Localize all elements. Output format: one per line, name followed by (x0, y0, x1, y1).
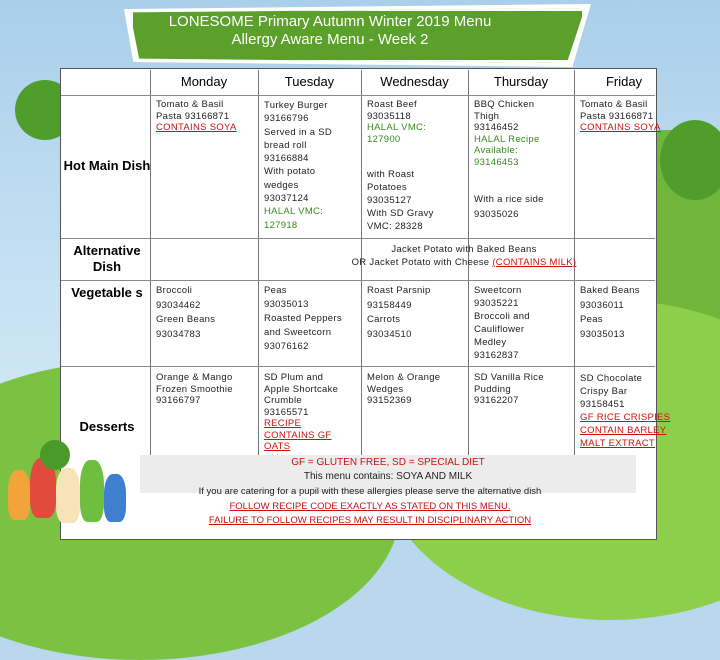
dish-text: Potatoes (367, 182, 407, 193)
column-divider (574, 70, 575, 475)
row-label-desserts: Desserts (79, 419, 135, 434)
allergy-warning: CONTAINS SOYA (580, 122, 661, 133)
dish-text: Crumble (264, 395, 302, 406)
allergy-warning: CONTAIN BARLEY (580, 425, 667, 436)
vegetables-wednesday (367, 284, 431, 342)
day-header-friday: Friday (605, 74, 643, 89)
dish-text: Melon & Orange (367, 372, 441, 383)
hot-main-monday (156, 99, 237, 134)
day-header-thursday: Thursday (493, 74, 549, 89)
dish-text: Pasta 93166871 (580, 110, 654, 122)
dish-text: With a rice side (474, 194, 544, 205)
hot-main-friday (580, 99, 661, 134)
dish-text: Crispy Bar (580, 386, 628, 397)
dish-text: 93165571 (264, 406, 309, 418)
dish-text: 93036011 (580, 299, 624, 311)
dish-text: 93152369 (367, 395, 412, 406)
halal-note: 127900 (367, 133, 401, 145)
dish-text: Roast Beef (367, 99, 417, 110)
dish-text: 93034783 (156, 328, 201, 340)
dish-text: Baked Beans (580, 285, 640, 296)
dish-text: Thigh (474, 110, 500, 122)
row-label-vegetables: Vegetable s (71, 285, 143, 300)
dish-text: 93158451 (580, 399, 625, 410)
dish-text: 93162207 (474, 395, 519, 406)
day-header-monday: Monday (180, 74, 228, 89)
dish-text: Frozen Smoothie (156, 383, 233, 395)
dish-text: 93162837 (474, 350, 519, 361)
halal-note: HALAL VMC: (367, 122, 427, 133)
vegetables-friday (580, 284, 640, 342)
dish-text: Pudding (474, 383, 511, 395)
dish-text: Tomato & Basil (156, 99, 224, 110)
halal-note: 93146453 (474, 156, 519, 168)
dish-text: BBQ Chicken (474, 99, 535, 110)
allergy-warning: OATS (264, 441, 291, 452)
row-label-hot-main: Hot Main Dish (63, 158, 151, 173)
halal-note: HALAL Recipe (474, 133, 540, 145)
vegetables-tuesday (264, 284, 342, 354)
vegetables-thursday (474, 284, 530, 362)
legend-text: GF = GLUTEN FREE, SD = SPECIAL DIET (291, 457, 485, 468)
dish-text: OR Jacket Potato with Cheese (351, 257, 490, 268)
dish-text: Pasta 93166871 (156, 110, 230, 122)
dish-text: 93034510 (367, 328, 412, 340)
vegetables-monday (156, 284, 215, 342)
dish-text: SD Vanilla Rice (474, 372, 544, 383)
dessert-monday (156, 372, 233, 407)
dish-text: 93037124 (264, 193, 309, 205)
hot-main-tuesday (264, 99, 332, 232)
dish-text: Sweetcorn (474, 285, 522, 296)
row-label-alternative: Alternative Dish (73, 243, 141, 274)
dish-text: Wedges (367, 383, 404, 395)
dish-text: VMC: 28328 (367, 221, 423, 232)
dish-text: Peas (580, 314, 603, 325)
dish-text: 93166797 (156, 395, 201, 406)
hot-main-wednesday (367, 99, 426, 145)
dish-text: 93158449 (367, 299, 412, 311)
dish-text: Jacket Potato with Baked Beans (391, 244, 537, 255)
follow-recipe-warning: FOLLOW RECIPE CODE EXACTLY AS STATED ON THIS MENU. (229, 501, 511, 512)
dish-text: Roasted Peppers (264, 313, 342, 324)
column-divider (468, 70, 469, 475)
dish-text: Tomato & Basil (580, 99, 648, 110)
dish-text: With SD Gravy (367, 208, 434, 219)
alternative-dish (258, 243, 670, 269)
dish-text: Broccoli (156, 285, 193, 296)
hot-main-thursday-side (474, 192, 544, 222)
dish-text: 93035026 (474, 209, 519, 220)
dish-text: 93146452 (474, 122, 519, 133)
contains-text: This menu contains: SOYA AND MILK (303, 471, 473, 482)
allergy-warning: CONTAINS GF (264, 429, 332, 441)
dish-text: 93034462 (156, 299, 201, 311)
dish-text: 93166796 (264, 113, 309, 125)
dish-text: Cauliflower (474, 324, 525, 335)
allergy-warning: MALT EXTRACT (580, 438, 656, 449)
dish-text: Peas (264, 285, 287, 296)
halal-note: Available: (474, 145, 519, 156)
dish-text: Apple Shortcake (264, 383, 339, 395)
day-header-tuesday: Tuesday (284, 74, 335, 89)
dish-text: 93035118 (367, 110, 411, 122)
allergy-warning: GF RICE CRISPIES (580, 412, 671, 423)
dish-text: Medley (474, 337, 507, 348)
dessert-friday (580, 372, 670, 450)
allergy-warning: CONTAINS SOYA (156, 122, 237, 133)
allergy-warning: (CONTAINS MILK) (492, 257, 577, 268)
dish-text: 93035221 (474, 298, 519, 309)
dish-text: 93035013 (264, 299, 309, 310)
dish-text: Roast Parsnip (367, 285, 431, 296)
dish-text: Orange & Mango (156, 372, 233, 383)
menu-title (130, 13, 530, 49)
dish-text: and Sweetcorn (264, 327, 332, 338)
row-divider (61, 95, 655, 96)
halal-note: 127918 (264, 219, 298, 231)
row-divider (61, 366, 655, 367)
dish-text: 93166884 (264, 153, 309, 165)
dish-text: Turkey Burger (264, 100, 328, 111)
dish-text: with Roast (367, 169, 415, 180)
dish-text: Green Beans (156, 314, 216, 325)
dish-text: Served in a SD (264, 126, 333, 138)
dish-text: Carrots (367, 314, 401, 325)
column-divider (258, 70, 259, 475)
dish-text: bread roll (264, 139, 307, 151)
dish-text: 93076162 (264, 341, 309, 352)
dish-text: SD Plum and (264, 372, 324, 383)
menu-title-line1: LONESOME Primary Autumn Winter 2019 Menu (168, 13, 492, 30)
dish-text: 93035127 (367, 195, 412, 206)
dish-text: wedges (264, 179, 299, 191)
row-divider (61, 238, 655, 239)
catering-instruction: If you are catering for a pupil with these allergies please serve the alternative dish (198, 486, 542, 497)
hot-main-thursday (474, 99, 540, 168)
halal-note: HALAL VMC: (264, 206, 324, 218)
disciplinary-warning: FAILURE TO FOLLOW RECIPES MAY RESULT IN DISCIPLINARY ACTION (208, 515, 532, 526)
dish-text: 93035013 (580, 328, 625, 340)
dish-text: SD Chocolate (580, 373, 643, 384)
dish-text: Broccoli and (474, 311, 530, 322)
dessert-thursday (474, 372, 544, 407)
vegetable-mascots-illustration (0, 440, 135, 540)
menu-title-line2: Allergy Aware Menu - Week 2 (231, 31, 429, 48)
row-divider (61, 280, 655, 281)
column-divider (361, 70, 362, 475)
dish-text: With potato (264, 166, 316, 178)
day-header-wednesday: Wednesday (380, 74, 449, 89)
hot-main-wednesday-side (367, 168, 434, 233)
dessert-wednesday (367, 372, 440, 407)
allergy-warning: RECIPE (264, 418, 302, 429)
